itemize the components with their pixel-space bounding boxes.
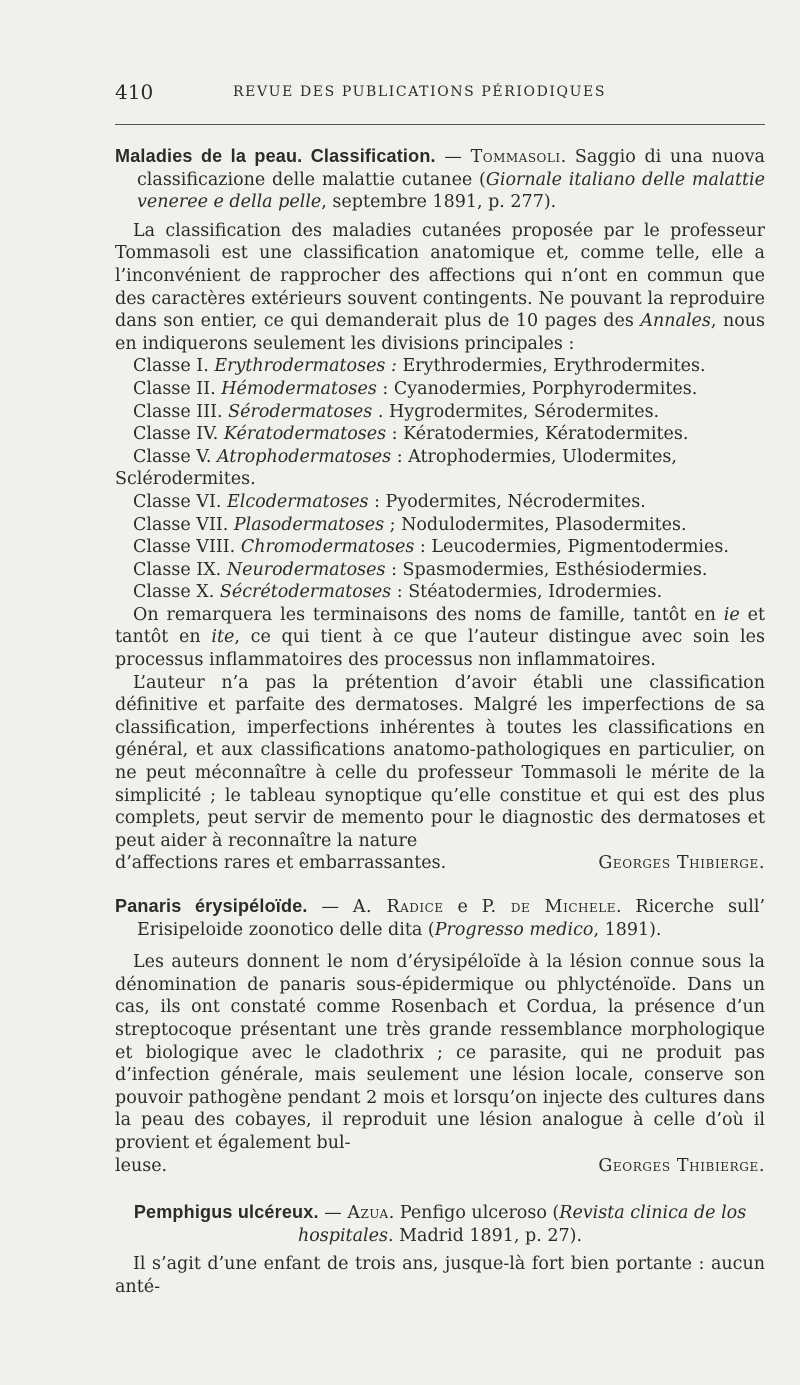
article-heading: [115, 1201, 765, 1247]
paragraph: Les auteurs donnent le nom d’érysipéloïde à la lésion connue sous la dénomination de panaris sous-épidermique ou phlycténoïde. Dans un cas, ils ont constaté comme Rosenbach et Cordua, la présence d’un streptocoque présentant une très grande ressemblance morphologique et biologique avec le cladothrix ; ce parasite, qui ne produit pas d’infection générale, mais seulement une lésion locale, conserve son pouvoir pathogène pendant 2 mois et lorsqu’on injecte des cultures dans la peau des cobayes, il reproduit une lésion analogue à celle d’où il provient et également bul-: [115, 952, 765, 1153]
running-title: REVUE DES PUBLICATIONS PÉRIODIQUES: [233, 84, 607, 100]
header-rule: [115, 124, 765, 125]
article-topic: Pemphigus ulcéreux.: [133, 1202, 319, 1223]
article-author: Tommasoli: [470, 147, 561, 167]
class-label: Classe VII.: [133, 514, 234, 535]
suffix-ie: ie: [723, 604, 740, 625]
article-signature: Georges Thibierge.: [598, 853, 765, 874]
class-name: Sécrétodermatoses: [219, 582, 392, 603]
citation-text: , 1891).: [593, 919, 662, 940]
class-item: [115, 559, 765, 582]
citation-text: . Madrid 1891, p. 27).: [387, 1225, 583, 1246]
paragraph: L’auteur n’a pas la prétention d’avoir établi une classification définitive et parfaite des dermatoses. Malgré les imperfections de sa classification, imperfections inhérentes à toutes les classifications en général, et aux classifications anatomo-pathologiques en particulier, on ne peut méconnaître à celle du professeur Tommasoli le mérite de la simplicité ; le tableau synoptique qu’elle constitue et qui est des plus complets, peut servir de memento pour le diagnostic des dermatoses et peut aider à reconnaître la nature: [115, 672, 765, 851]
class-members: . Hygrodermites, Sérodermites.: [372, 401, 660, 422]
journal-title: Progresso medico: [434, 919, 594, 940]
class-item: [115, 378, 765, 401]
citation-text: . Ricerche sull’ Erisipeloide zoonotico delle dita (: [137, 897, 766, 940]
class-members: : Pyodermites, Nécrodermites.: [368, 491, 646, 512]
heading-dash: —: [435, 147, 471, 167]
class-label: Classe VI.: [133, 491, 227, 512]
article-maladies-de-la-peau: [115, 145, 765, 875]
paragraph-text: leuse.: [115, 1155, 168, 1176]
paragraph-text: , nous en indiquerons seulement les divisions principales :: [115, 311, 765, 354]
article-heading: [115, 895, 765, 941]
paragraph-text: et tantôt en: [115, 604, 765, 648]
class-name: Elcodermatoses: [226, 491, 369, 512]
paragraph: [115, 604, 765, 672]
journal-title: Revista clinica de los hospitales: [297, 1203, 747, 1246]
signature-line: [115, 1155, 765, 1178]
article-author: Azua: [347, 1203, 389, 1224]
class-members: : Kératodermies, Kératodermites.: [386, 424, 689, 445]
heading-dash: —: [318, 1203, 348, 1224]
class-name: Erythrodermatoses :: [214, 356, 397, 377]
class-label: Classe IX.: [133, 559, 227, 580]
class-name: Atrophodermatoses: [217, 446, 392, 467]
class-name: Hémodermatoses: [221, 378, 377, 399]
class-members: : Spasmodermies, Esthésiodermies.: [385, 559, 708, 580]
class-item: [115, 423, 765, 446]
class-members: ; Nodulodermites, Plasodermites.: [384, 514, 687, 535]
article-panaris-erysipeloide: [115, 895, 765, 1177]
classification-list: [115, 355, 765, 604]
class-name: Kératodermatoses: [223, 424, 387, 445]
class-members: Erythrodermies, Erythrodermites.: [396, 356, 706, 377]
article-signature: Georges Thibierge.: [598, 1155, 765, 1176]
class-name: Neurodermatoses: [226, 559, 386, 580]
class-item: [115, 401, 765, 424]
class-label: Classe V.: [133, 446, 218, 467]
article-topic: Panaris érysipéloïde.: [115, 896, 308, 916]
paragraph-text: d’affections rares et embarrassantes.: [115, 853, 447, 874]
page-header: [115, 80, 765, 110]
citation-text: , septembre 1891, p. 277).: [321, 192, 557, 213]
class-item: [115, 581, 765, 604]
class-members: : Cyanodermies, Porphyrodermites.: [376, 378, 698, 399]
class-label: Classe II.: [133, 378, 222, 399]
class-item: [115, 514, 765, 537]
class-label: Classe III.: [133, 401, 229, 422]
article-author: P. de Michele: [481, 897, 616, 917]
citation-text: . Penfigo ulceroso (: [388, 1203, 560, 1224]
paragraph: [115, 220, 765, 356]
class-item: [115, 536, 765, 559]
class-name: Sérodermatoses: [228, 401, 373, 422]
class-item: [115, 355, 765, 378]
class-label: Classe X.: [133, 582, 220, 603]
class-name: Chromodermatoses: [240, 537, 415, 558]
citation-text: . Saggio di una nuova classificazione delle malattie cutanee (: [137, 147, 765, 190]
paragraph-text: On remarquera les terminaisons des noms de famille, tantôt en: [133, 604, 724, 625]
article-author: A. Radice: [352, 897, 444, 917]
class-members: : Leucodermies, Pigmentodermies.: [414, 537, 729, 558]
class-label: Classe VIII.: [133, 537, 241, 558]
class-item: [115, 446, 765, 491]
article-pemphigus-ulcereux: [115, 1201, 765, 1298]
journal-title: Giornale italiano delle malattie veneree e della pelle: [137, 169, 765, 213]
article-list: [115, 145, 765, 1299]
page-number: 410: [115, 80, 154, 104]
class-members: : Stéatodermies, Idrodermies.: [391, 582, 663, 603]
paragraph-text: La classification des maladies cutanées proposée par le professeur Tommasoli est une classification anatomique et, comme telle, elle a l’inconvénient de rapprocher des affections qui n’ont en commun que des caractères extérieurs souvent contingents. Ne pouvant la reproduire dans son entier, ce qui demanderait plus de 10 pages des: [115, 220, 765, 332]
class-members: : Atrophodermies, Ulodermites, Sclérodermites.: [115, 446, 677, 490]
class-item: [115, 491, 765, 514]
paragraph-text: , ce qui tient à ce que l’auteur distingue avec soin les processus inflammatoires des processus non inflammatoires.: [115, 627, 765, 671]
heading-dash: —: [307, 897, 353, 917]
article-topic: Maladies de la peau. Classification.: [115, 146, 436, 166]
suffix-ite: ite: [211, 627, 235, 648]
journal-title: Annales: [640, 311, 711, 332]
article-heading: [115, 145, 765, 214]
heading-conj: e: [443, 897, 482, 917]
paragraph: Il s’agit d’une enfant de trois ans, jusque-là fort bien portante : aucun anté-: [115, 1254, 765, 1297]
class-label: Classe IV.: [133, 424, 224, 445]
signature-line: [115, 852, 765, 875]
class-label: Classe I.: [133, 356, 215, 377]
class-name: Plasodermatoses: [233, 514, 385, 535]
